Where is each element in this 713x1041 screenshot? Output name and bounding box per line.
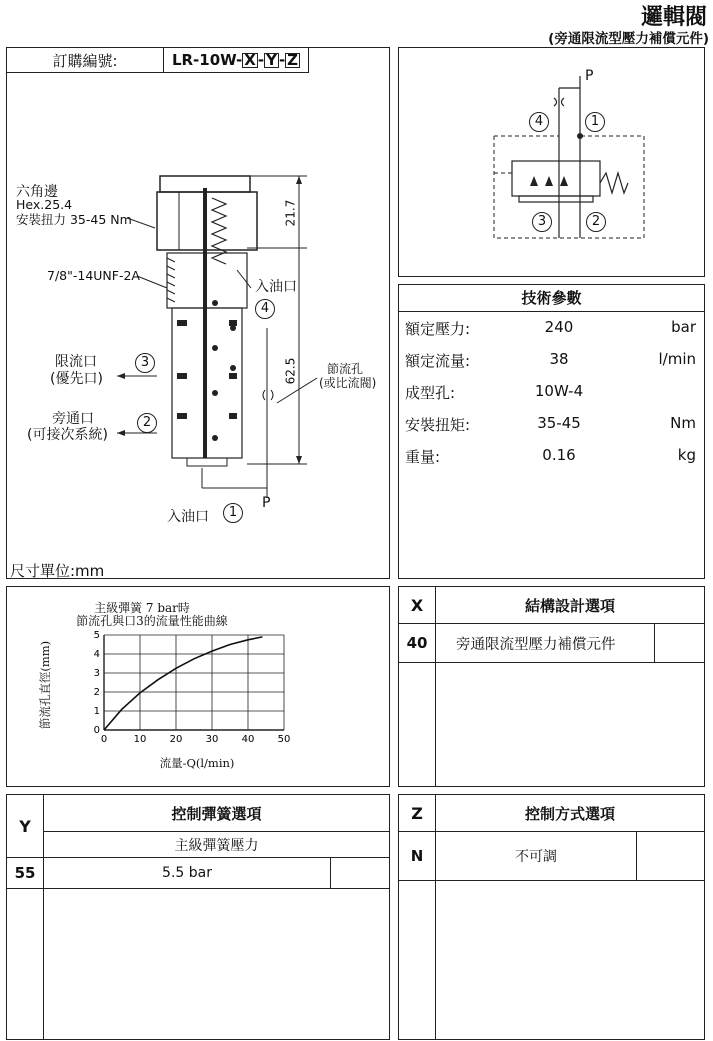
spec-row (399, 407, 704, 439)
x-divider (435, 662, 436, 787)
chart-ytick: 1 (93, 706, 100, 717)
chart-xtick: 30 (205, 734, 219, 745)
chart-xlabel: 流量-Q(l/min) (159, 756, 235, 770)
z-title: 控制方式選項 (435, 794, 705, 832)
priority-label: (優先口) (50, 371, 103, 387)
y-title: 控制彈簧選項 (43, 794, 390, 832)
spec-unit: Nm (670, 414, 696, 432)
schematic-port2: 2 (586, 212, 606, 232)
dim-62-5: 62.5 (283, 357, 298, 385)
order-z: Z (287, 50, 299, 69)
x-header: X (398, 586, 436, 624)
spec-row (399, 375, 704, 407)
orifice-alt-label: (或比流閥) (319, 376, 377, 390)
inlet-label-bottom: 入油口 (167, 509, 209, 525)
schematic-port3: 3 (532, 212, 552, 232)
y-desc-55: 5.5 bar (43, 857, 331, 889)
x-code-40: 40 (398, 623, 436, 663)
hex-label: 六角邊 (16, 184, 58, 200)
chart-ytick: 2 (93, 687, 100, 698)
port2-label: 2 (137, 413, 157, 433)
torque-label: 安裝扭力 35-45 Nm (16, 212, 132, 227)
chart-ytick: 0 (93, 725, 100, 736)
spec-value: 0.16 (542, 446, 576, 464)
z-desc-n: 不可調 (435, 831, 637, 881)
secondary-label: (可接次系統) (27, 427, 108, 443)
page-subtitle: (旁通限流型壓力補償元件) (548, 31, 709, 47)
valve-cross-section (7, 48, 389, 578)
units-label: 尺寸單位:mm (10, 562, 105, 580)
spec-row (399, 311, 704, 343)
spec-row (399, 343, 704, 375)
schematic-p: P (585, 68, 594, 84)
z-options-panel (398, 794, 705, 1040)
spec-unit: bar (671, 318, 696, 336)
spec-value: 38 (549, 350, 569, 368)
y-extra-cell (330, 857, 390, 889)
x-extra-cell (654, 623, 705, 663)
thread-label: 7/8"-14UNF-2A (47, 268, 140, 283)
order-x: X (244, 50, 256, 69)
specs-panel (398, 284, 705, 579)
port3-label: 3 (135, 353, 155, 373)
y-header: Y (6, 794, 44, 858)
spec-unit: kg (677, 446, 696, 464)
y-subheader: 主級彈簧壓力 (43, 831, 390, 858)
y-options-panel (6, 794, 390, 1040)
z-header: Z (398, 794, 436, 832)
chart-ytick: 3 (93, 668, 100, 679)
z-code-n: N (398, 831, 436, 881)
orifice-label: 節流孔 (327, 362, 364, 376)
spec-value: 35-45 (537, 414, 581, 432)
spec-value: 10W-4 (534, 382, 584, 400)
order-label: 訂購編號: (6, 47, 164, 73)
page-title: 邏輯閥 (640, 5, 707, 30)
hydraulic-symbol (399, 48, 704, 276)
chart-xtick: 50 (277, 734, 291, 745)
drawing-panel (6, 47, 390, 579)
x-options-panel (398, 586, 705, 787)
spec-label: 成型孔: (405, 384, 456, 402)
dim-21-7: 21.7 (283, 199, 298, 227)
chart-ytick: 4 (93, 649, 100, 660)
spec-label: 額定流量: (405, 352, 471, 370)
order-y: Y (266, 50, 277, 69)
chart-xtick: 40 (241, 734, 255, 745)
chart-xtick: 0 (100, 734, 108, 745)
port4-label: 4 (255, 299, 275, 319)
inlet-label-top: 入油口 (255, 279, 297, 295)
spec-label: 額定壓力: (405, 320, 471, 338)
spec-unit: l/min (658, 350, 696, 368)
y-code-55: 55 (6, 857, 44, 889)
spec-row (399, 439, 704, 471)
y-divider (43, 888, 44, 1040)
z-divider (435, 880, 436, 1040)
spec-label: 重量: (405, 448, 441, 466)
x-desc-40: 旁通限流型壓力補償元件 (435, 623, 655, 663)
z-extra-cell (636, 831, 705, 881)
p-label-drawing: P (262, 495, 271, 511)
port1-label: 1 (223, 503, 243, 523)
order-code: LR-10W- X - Y - Z (163, 47, 309, 73)
chart-panel (6, 586, 390, 787)
schematic-port4: 4 (529, 112, 549, 132)
schematic-port1: 1 (585, 112, 605, 132)
specs-title: 技術參數 (399, 285, 704, 312)
schematic-panel (398, 47, 705, 277)
chart-ytick: 5 (93, 630, 100, 641)
chart-ylabel: 節流孔直徑(mm) (38, 640, 52, 730)
hex-size: Hex.25.4 (16, 197, 73, 212)
chart-series-line (104, 637, 262, 730)
chart-xtick: 20 (169, 734, 183, 745)
chart-xtick: 10 (133, 734, 147, 745)
spec-label: 安裝扭矩: (405, 416, 471, 434)
spec-value: 240 (544, 318, 574, 336)
x-title: 結構設計選項 (435, 586, 705, 624)
bypass-port-label: 旁通口 (52, 411, 94, 427)
chart-title: 主級彈簧 7 bar時 (94, 601, 190, 615)
order-prefix: LR-10W- (171, 51, 243, 69)
limit-port-label: 限流口 (55, 354, 97, 370)
chart-subtitle: 節流孔與口3的流量性能曲線 (76, 614, 228, 628)
